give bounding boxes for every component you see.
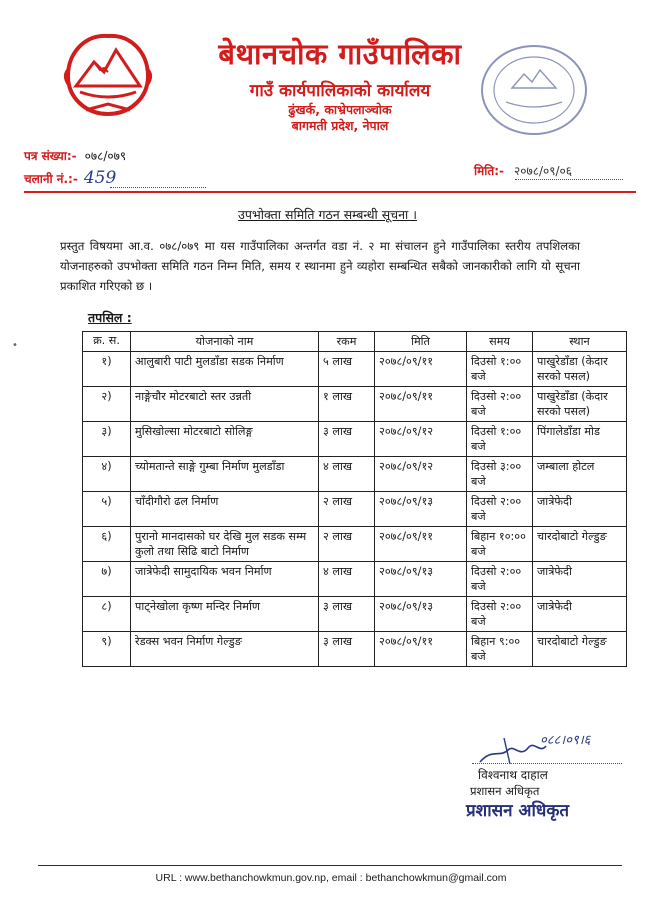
cell-serial: ९) <box>83 632 131 667</box>
signature-date: ०८८।०९।६ <box>540 733 591 748</box>
reference-value: ०७८/०७९ <box>84 149 127 163</box>
cell-place: पाखुरेडाँडा (केदार सरको पसल) <box>533 387 627 422</box>
designation-stamp: प्रशासन अधिकृत <box>466 801 570 821</box>
notice-title: उपभोक्ता समिति गठन सम्बन्धी सूचना । <box>238 207 418 222</box>
dispatch-number <box>24 168 116 188</box>
cell-time: दिउसो २:०० बजे <box>467 597 533 632</box>
cell-serial: ६) <box>83 527 131 562</box>
cell-amount: २ लाख <box>319 492 375 527</box>
nepal-emblem-logo <box>56 28 160 120</box>
cell-amount: ४ लाख <box>319 457 375 492</box>
address-line-2: बागमती प्रदेश, नेपाल <box>291 118 389 133</box>
cell-time: दिउसो २:०० बजे <box>467 562 533 597</box>
cell-date: २०७८/०९/११ <box>375 352 467 387</box>
cell-date: २०७८/०९/१२ <box>375 422 467 457</box>
org-title: बेथानचोक गाउँपालिका <box>218 37 462 71</box>
cell-place: चारदोबाटो गेल्डुङ <box>533 632 627 667</box>
cell-time: दिउसो १:०० बजे <box>467 352 533 387</box>
cell-amount: १ लाख <box>319 387 375 422</box>
cell-time: बिहान १०:०० बजे <box>467 527 533 562</box>
cell-project: चाँदीगौरो ढल निर्माण <box>131 492 319 527</box>
dispatch-value: 459 <box>83 168 117 188</box>
cell-serial: २) <box>83 387 131 422</box>
footer-contact: URL : www.bethanchowkmun.gov.np, email : bethanchowkmun@gmail.com <box>155 872 507 884</box>
cell-amount: ४ लाख <box>319 562 375 597</box>
table-row <box>83 562 627 597</box>
date-label: मिति:- <box>474 164 505 178</box>
cell-serial: १) <box>83 352 131 387</box>
cell-serial: ८) <box>83 597 131 632</box>
cell-amount: ५ लाख <box>319 352 375 387</box>
office-subtitle: गाउँ कार्यपालिकाको कार्यालय <box>249 81 431 101</box>
table-row <box>83 632 627 667</box>
cell-project: रेडक्स भवन निर्माण गेल्डुङ <box>131 632 319 667</box>
cell-serial: ७) <box>83 562 131 597</box>
cell-place: पाखुरेडाँडा (केदार सरको पसल) <box>533 352 627 387</box>
dispatch-label: चलानी नं.:- <box>24 172 78 186</box>
cell-serial: ३) <box>83 422 131 457</box>
cell-time: दिउसो २:०० बजे <box>467 387 533 422</box>
cell-amount: २ लाख <box>319 527 375 562</box>
cell-place: जात्रेफेदी <box>533 492 627 527</box>
reference-label: पत्र संख्या:- <box>24 149 77 163</box>
cell-project: नाङ्गेचौर मोटरबाटो स्तर उन्नती <box>131 387 319 422</box>
table-row <box>83 457 627 492</box>
cell-place: जम्बाला होटल <box>533 457 627 492</box>
letter-date <box>474 162 572 179</box>
cell-project: पुरानो मानदासको घर देखि मुल सडक सम्म कुलो तथा सिढि बाटो निर्माण <box>131 527 319 562</box>
cell-time: दिउसो ३:०० बजे <box>467 457 533 492</box>
schedule-table <box>82 331 627 667</box>
table-row <box>83 422 627 457</box>
cell-serial: ४) <box>83 457 131 492</box>
cell-date: २०७८/०९/११ <box>375 632 467 667</box>
cell-serial: ५) <box>83 492 131 527</box>
date-value: २०७८/०९/०६ <box>514 164 573 178</box>
cell-place: चारदोबाटो गेल्डुङ <box>533 527 627 562</box>
table-row <box>83 527 627 562</box>
table-row <box>83 352 627 387</box>
reference-number <box>24 147 126 164</box>
cell-place: जात्रेफेदी <box>533 597 627 632</box>
cell-date: २०७८/०९/१३ <box>375 492 467 527</box>
col-header-project: योजनाको नाम <box>131 332 319 352</box>
cell-date: २०७८/०९/११ <box>375 387 467 422</box>
col-header-date: मिति <box>375 332 467 352</box>
cell-project: मुसिखोल्सा मोटरबाटो सोलिङ्ग <box>131 422 319 457</box>
cell-project: आलुबारी पाटी मुलडाँडा सडक निर्माण <box>131 352 319 387</box>
cell-amount: ३ लाख <box>319 422 375 457</box>
table-row <box>83 492 627 527</box>
date-dotted-line <box>515 179 623 180</box>
cell-date: २०७८/०९/११ <box>375 527 467 562</box>
cell-place: जात्रेफेदी <box>533 562 627 597</box>
table-row <box>83 387 627 422</box>
cell-place: पिंगालेडाँडा मोड <box>533 422 627 457</box>
dispatch-dotted-line <box>110 187 206 188</box>
notice-body: प्रस्तुत विषयमा आ.व. ०७८/०७९ मा यस गाउँपालिका अन्तर्गत वडा नं. २ मा संचालन हुने गाउँपालिका स्तरीय तपशिलका योजनाहरुको उपभोक्ता समिति गठन निम्न मिति, समय र स्थानमा हुने व्यहोरा सम्बन्धित सबैको जानकारीको लागि यो सूचना प्रकाशित गरिएको छ । <box>60 239 580 293</box>
cell-project: पाट्नेखोला कृष्ण मन्दिर निर्माण <box>131 597 319 632</box>
cell-amount: ३ लाख <box>319 632 375 667</box>
cell-date: २०७८/०९/१२ <box>375 457 467 492</box>
address-line-1: ढुंखर्क, काभ्रेपलाञ्चोक <box>288 102 392 117</box>
margin-mark: • <box>12 340 18 351</box>
cell-time: दिउसो २:०० बजे <box>467 492 533 527</box>
cell-date: २०७८/०९/१३ <box>375 562 467 597</box>
col-header-serial: क्र. स. <box>83 332 131 352</box>
cell-time: बिहान ९:०० बजे <box>467 632 533 667</box>
col-header-amount: रकम <box>319 332 375 352</box>
office-address <box>200 102 480 134</box>
cell-amount: ३ लाख <box>319 597 375 632</box>
signature-line <box>472 763 622 764</box>
cell-project: जात्रेफेदी सामुदायिक भवन निर्माण <box>131 562 319 597</box>
col-header-place: स्थान <box>533 332 627 352</box>
cell-project: च्योमतान्ते साङ्गे गुम्बा निर्माण मुलडाँडा <box>131 457 319 492</box>
cell-time: दिउसो १:०० बजे <box>467 422 533 457</box>
header-divider <box>24 191 636 193</box>
footer-divider <box>38 865 622 866</box>
table-row <box>83 597 627 632</box>
col-header-time: समय <box>467 332 533 352</box>
schedule-label: तपसिल : <box>88 310 132 325</box>
cell-date: २०७८/०९/१३ <box>375 597 467 632</box>
signatory-name: विश्वनाथ दाहाल <box>478 768 548 782</box>
table-header-row <box>83 332 627 352</box>
signatory-role: प्रशासन अधिकृत <box>470 784 540 798</box>
